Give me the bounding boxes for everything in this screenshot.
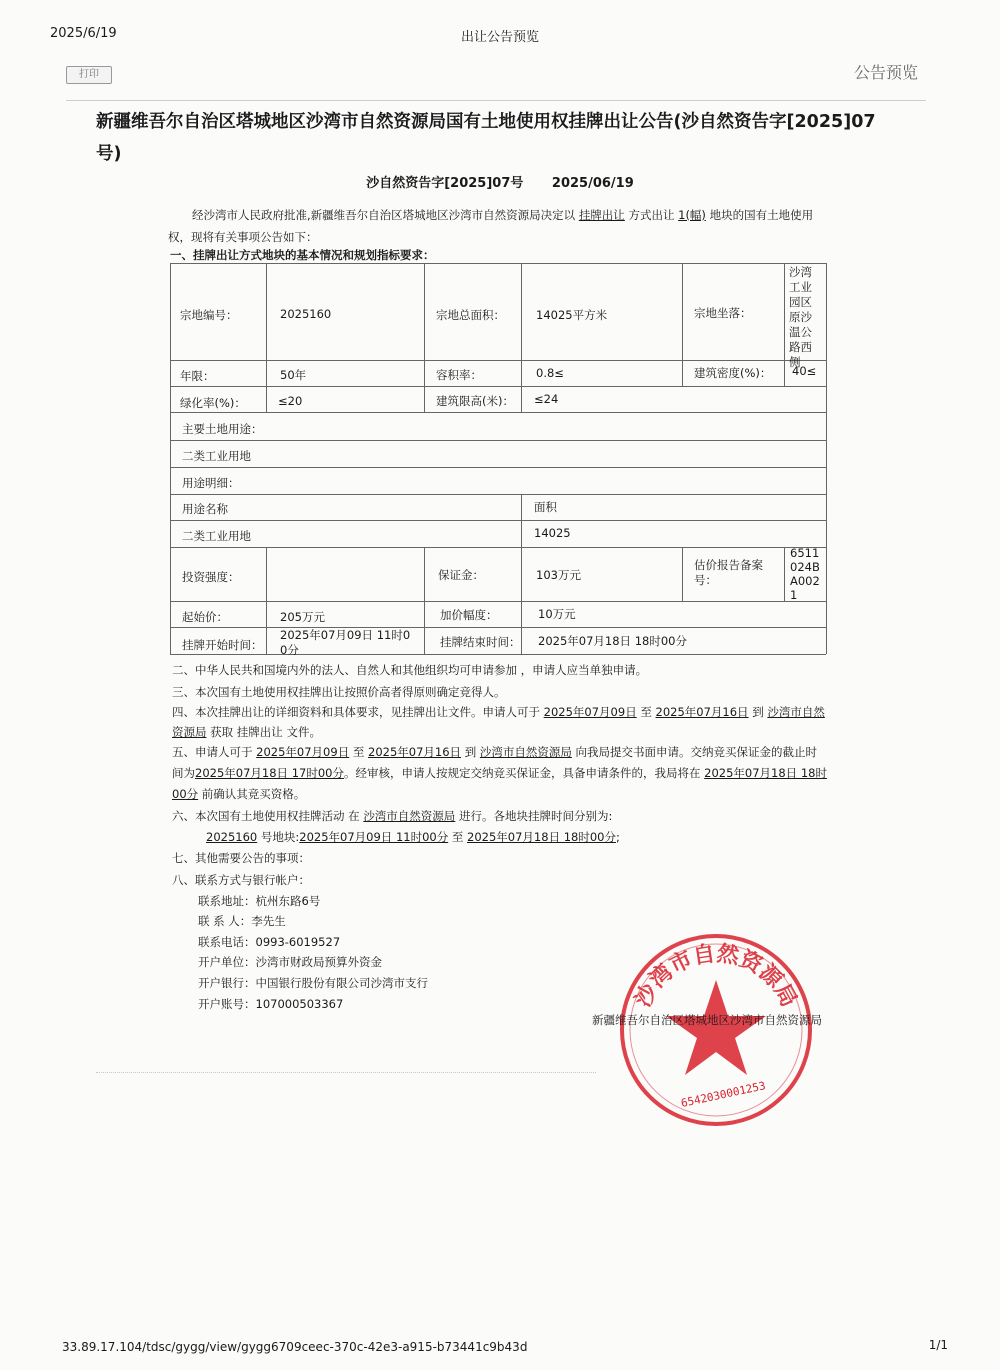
table-rule [682, 547, 683, 601]
report-label: 估价报告备案号： [694, 558, 763, 587]
print-button[interactable]: 打印 [66, 66, 112, 84]
listing-end-value: 2025年07月18日 18时00分 [538, 634, 687, 648]
table-rule [170, 386, 826, 387]
table-rule [170, 547, 826, 548]
start-price-label: 起始价： [182, 610, 228, 624]
section-3: 三、本次国有土地使用权挂牌出让按照价高者得原则确定竞得人。 [172, 685, 506, 699]
main-use-value: 二类工业用地 [182, 449, 251, 463]
listing-start-value: 2025年07月09日 11时00分 [280, 628, 411, 657]
listing-end-label: 挂牌结束时间： [440, 635, 521, 649]
section-2: 二、中华人民共和国境内外的法人、自然人和其他组织均可申请参加 ，申请人应当单独申请。 [172, 663, 648, 677]
table-rule [170, 467, 826, 468]
use-detail-label: 用途明细： [182, 476, 240, 490]
intro-paragraph: 经沙湾市人民政府批准,新疆维吾尔自治区塔城地区沙湾市自然资源局决定以 挂牌出让 方式出让 1(幅) 地块的国有土地使用权，现将有关事项公告如下： [168, 208, 814, 244]
report-no: 6511024BA0021 [790, 546, 820, 602]
print-date: 2025/6/19 [50, 26, 117, 41]
contact-account-unit: 开户单位：沙湾市财政局预算外资金 [198, 955, 382, 969]
deposit-label: 保证金： [438, 568, 484, 582]
table-rule [170, 627, 826, 628]
section-1-heading: 一、挂牌出让方式地块的基本情况和规划指标要求： [170, 248, 435, 262]
header-divider [66, 100, 926, 101]
footer-url: 33.89.17.104/tdsc/gygg/view/gygg6709ceec-370c-42e3-a915-b73441c9b43d [62, 1340, 528, 1354]
table-rule [170, 412, 826, 413]
doc-number: 沙自然资告字[2025]07号 [366, 176, 524, 191]
table-rule [170, 654, 826, 655]
location-label: 宗地坐落： [694, 306, 752, 320]
table-rule [682, 263, 683, 386]
svg-text:沙湾市自然资源局: 沙湾市自然资源局 [630, 941, 802, 1012]
table-rule [170, 263, 826, 264]
density-value: 40≤ [792, 364, 817, 378]
table-rule [170, 494, 826, 495]
table-rule [170, 263, 171, 654]
term-value: 50年 [280, 368, 307, 382]
table-rule [266, 263, 267, 412]
section-4: 四、本次挂牌出让的详细资料和具体要求，见挂牌出让文件。申请人可于 2025年07月09日 至 2025年07月16日 到 沙湾市自然资源局 获取 挂牌出让 文件。 [172, 705, 825, 739]
table-rule [521, 547, 522, 654]
use-name-value: 二类工业用地 [182, 529, 251, 543]
far-label: 容积率： [436, 368, 482, 382]
table-rule [826, 263, 827, 654]
area-label: 宗地总面积： [436, 308, 505, 322]
section-6: 六、本次国有土地使用权挂牌活动 在 沙湾市自然资源局 进行。各地块挂牌时间分别为: 2025160 号地块:2025年07月09日 11时00分 至 2025年07月18日 18时00分; [172, 809, 620, 844]
notice-title: 新疆维吾尔自治区塔城地区沙湾市自然资源局国有土地使用权挂牌出让公告(沙自然资告字[2025]07号) [96, 112, 876, 164]
table-rule [424, 263, 425, 412]
contact-person: 联 系 人：李先生 [198, 914, 286, 928]
table-rule [170, 520, 826, 521]
use-area-value: 14025 [534, 526, 571, 540]
section-8: 八、联系方式与银行帐户： [172, 873, 310, 887]
use-name-header: 用途名称 [182, 502, 228, 516]
density-label: 建筑密度(%)： [694, 366, 772, 380]
doc-date: 2025/06/19 [551, 176, 634, 191]
green-value: ≤20 [278, 394, 303, 408]
table-rule [784, 547, 785, 601]
issuing-organization: 新疆维吾尔自治区塔城地区沙湾市自然资源局 [592, 1013, 822, 1027]
preview-label: 公告预览 [853, 63, 918, 82]
section-7: 七、其他需要公告的事项： [172, 851, 310, 865]
parcel-no-label: 宗地编号： [180, 308, 238, 322]
far-value: 0.8≤ [536, 366, 564, 380]
table-rule [170, 360, 826, 361]
section-5: 五、申请人可于 2025年07月09日 至 2025年07月16日 到 沙湾市自然资源局 向我局提交书面申请。交纳竞买保证金的截止时间为2025年07月18日 17时00分。经审核，申请人按规定交纳竞买保证金，具备申请条件的，我局将在 2025年07月18日 18时00分 前确认其竞买资格。 [172, 745, 827, 801]
increment-value: 10万元 [538, 607, 576, 621]
increment-label: 加价幅度： [440, 608, 498, 622]
use-area-header: 面积 [534, 500, 557, 514]
contact-bank: 开户银行：中国银行股份有限公司沙湾市支行 [198, 976, 428, 990]
table-rule [784, 263, 785, 386]
signature-divider [96, 1072, 596, 1073]
svg-text:6542030001253: 6542030001253 [679, 1079, 767, 1110]
start-price-value: 205万元 [280, 610, 325, 624]
listing-start-label: 挂牌开始时间： [182, 638, 263, 652]
notice-subtitle [0, 172, 1000, 191]
term-label: 年限： [180, 369, 215, 383]
area-value: 14025平方米 [536, 308, 608, 322]
table-rule [424, 547, 425, 654]
invest-label: 投资强度： [182, 570, 240, 584]
contact-account-no: 开户账号：107000503367 [198, 997, 344, 1011]
table-rule [266, 547, 267, 654]
deposit-value: 103万元 [536, 568, 581, 582]
table-rule [521, 494, 522, 547]
height-value: ≤24 [534, 392, 559, 406]
contact-phone: 联系电话：0993-6019527 [198, 935, 341, 949]
official-seal [616, 930, 816, 1130]
page-number: 1/1 [928, 1338, 948, 1352]
parcel-no: 2025160 [280, 307, 332, 321]
table-rule [521, 263, 522, 412]
green-label: 绿化率(%)： [180, 396, 246, 410]
height-label: 建筑限高(米)： [436, 394, 514, 408]
contact-address: 联系地址：杭州东路6号 [198, 894, 321, 908]
page-title: 出让公告预览 [460, 30, 539, 45]
table-rule [170, 601, 826, 602]
main-use-label: 主要土地用途： [182, 422, 263, 436]
table-rule [170, 440, 826, 441]
location-value: 沙湾工业园区原沙温公路西侧 [789, 265, 812, 369]
